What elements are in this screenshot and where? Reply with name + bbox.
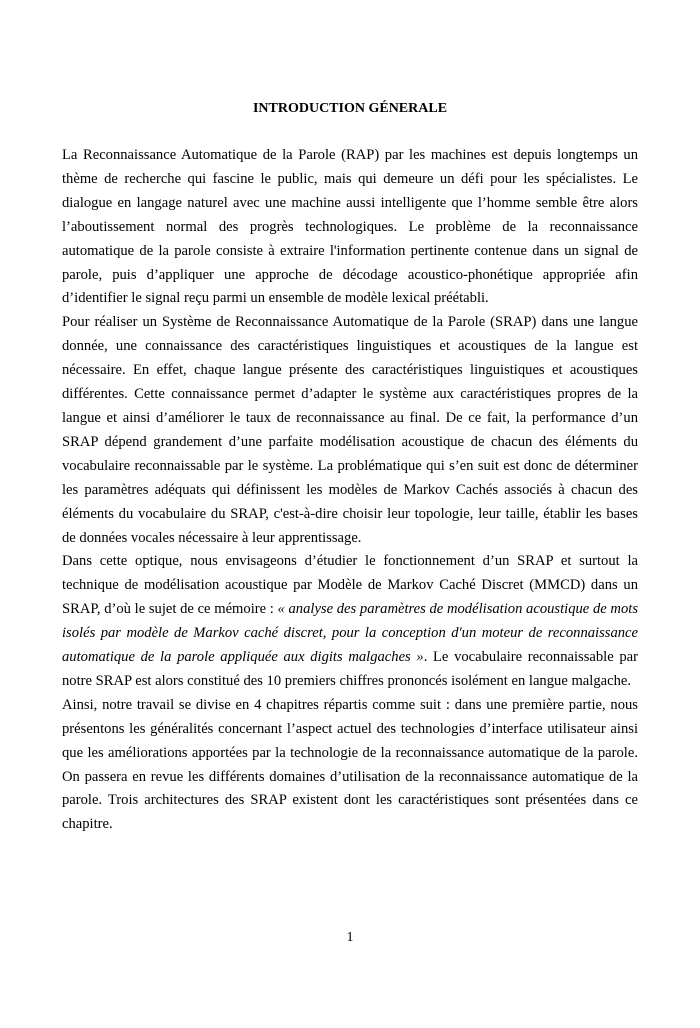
- page-number: 1: [346, 930, 354, 945]
- thesis-subject-title: « analyse des paramètres de modélisation acoustique de mots isolés par modèle de Markov caché discret, pour la conception d'un moteur de reconnaissance automatique de la parole appliquée aux digits malgaches »: [62, 601, 638, 666]
- document-body: [62, 144, 638, 837]
- paragraph-subject: [62, 550, 638, 693]
- paragraph-srap-language: Pour réaliser un Système de Reconnaissance Automatique de la Parole (SRAP) dans une langue donnée, une connaissance des caractéristiques linguistiques et acoustiques de la langue est nécessaire. En effet, chaque langue présente des caractéristiques linguistiques et acoustiques différentes. Cette connaissance permet d’adapter le système aux caractéristiques propres de la langue et ainsi d’améliorer le taux de reconnaissance au final. De ce fait, la performance d’un SRAP dépend grandement d’une parfaite modélisation acoustique de chacun des éléments du vocabulaire reconnaissable par le système. La problématique qui s’en suit est donc de déterminer les paramètres adéquats qui définissent les modèles de Markov Cachés associés à chacun des éléments du vocabulaire du SRAP, c'est-à-dire choisir leur topologie, leur taille, établir les bases de données vocales nécessaire à leur apprentissage.: [62, 314, 638, 546]
- paragraph-subject-outro: . Le vocabulaire reconnaissable par notre SRAP est alors constitué des 10 premiers chiffres prononcés isolément en langue malgache.: [62, 649, 638, 689]
- paragraph-subject-intro: Dans cette optique, nous envisageons d’étudier le fonctionnement d’un SRAP et surtout la technique de modélisation acoustique par Modèle de Markov Caché Discret (MMCD) dans un SRAP, d’où le sujet de ce mémoire :: [62, 553, 638, 618]
- page-title: INTRODUCTION GÉNERALE: [252, 101, 448, 116]
- paragraph-introduction-rap: La Reconnaissance Automatique de la Parole (RAP) par les machines est depuis longtemps un thème de recherche qui fascine le public, mais qui demeure un défi pour les spécialistes. Le dialogue en langage naturel avec une machine aussi intelligente que l’homme semble être alors l’aboutissement normal des progrès technologiques. Le problème de la reconnaissance automatique de la parole consiste à extraire l'information pertinente contenue dans un signal de parole, puis d’appliquer une approche de décodage acoustico-phonétique appropriée afin d’identifier le signal reçu parmi un ensemble de modèle lexical préétabli.: [62, 147, 638, 307]
- paragraph-chapter-plan: Ainsi, notre travail se divise en 4 chapitres répartis comme suit : dans une première partie, nous présentons les généralités concernant l’aspect actuel des technologies d’interface utilisateur ainsi que les améliorations apportées par la technologie de la reconnaissance automatique de la parole. On passera en revue les différents domaines d’utilisation de la reconnaissance automatique de la parole. Trois architectures des SRAP existent dont les caractéristiques sont présentées dans ce chapitre.: [62, 696, 638, 833]
